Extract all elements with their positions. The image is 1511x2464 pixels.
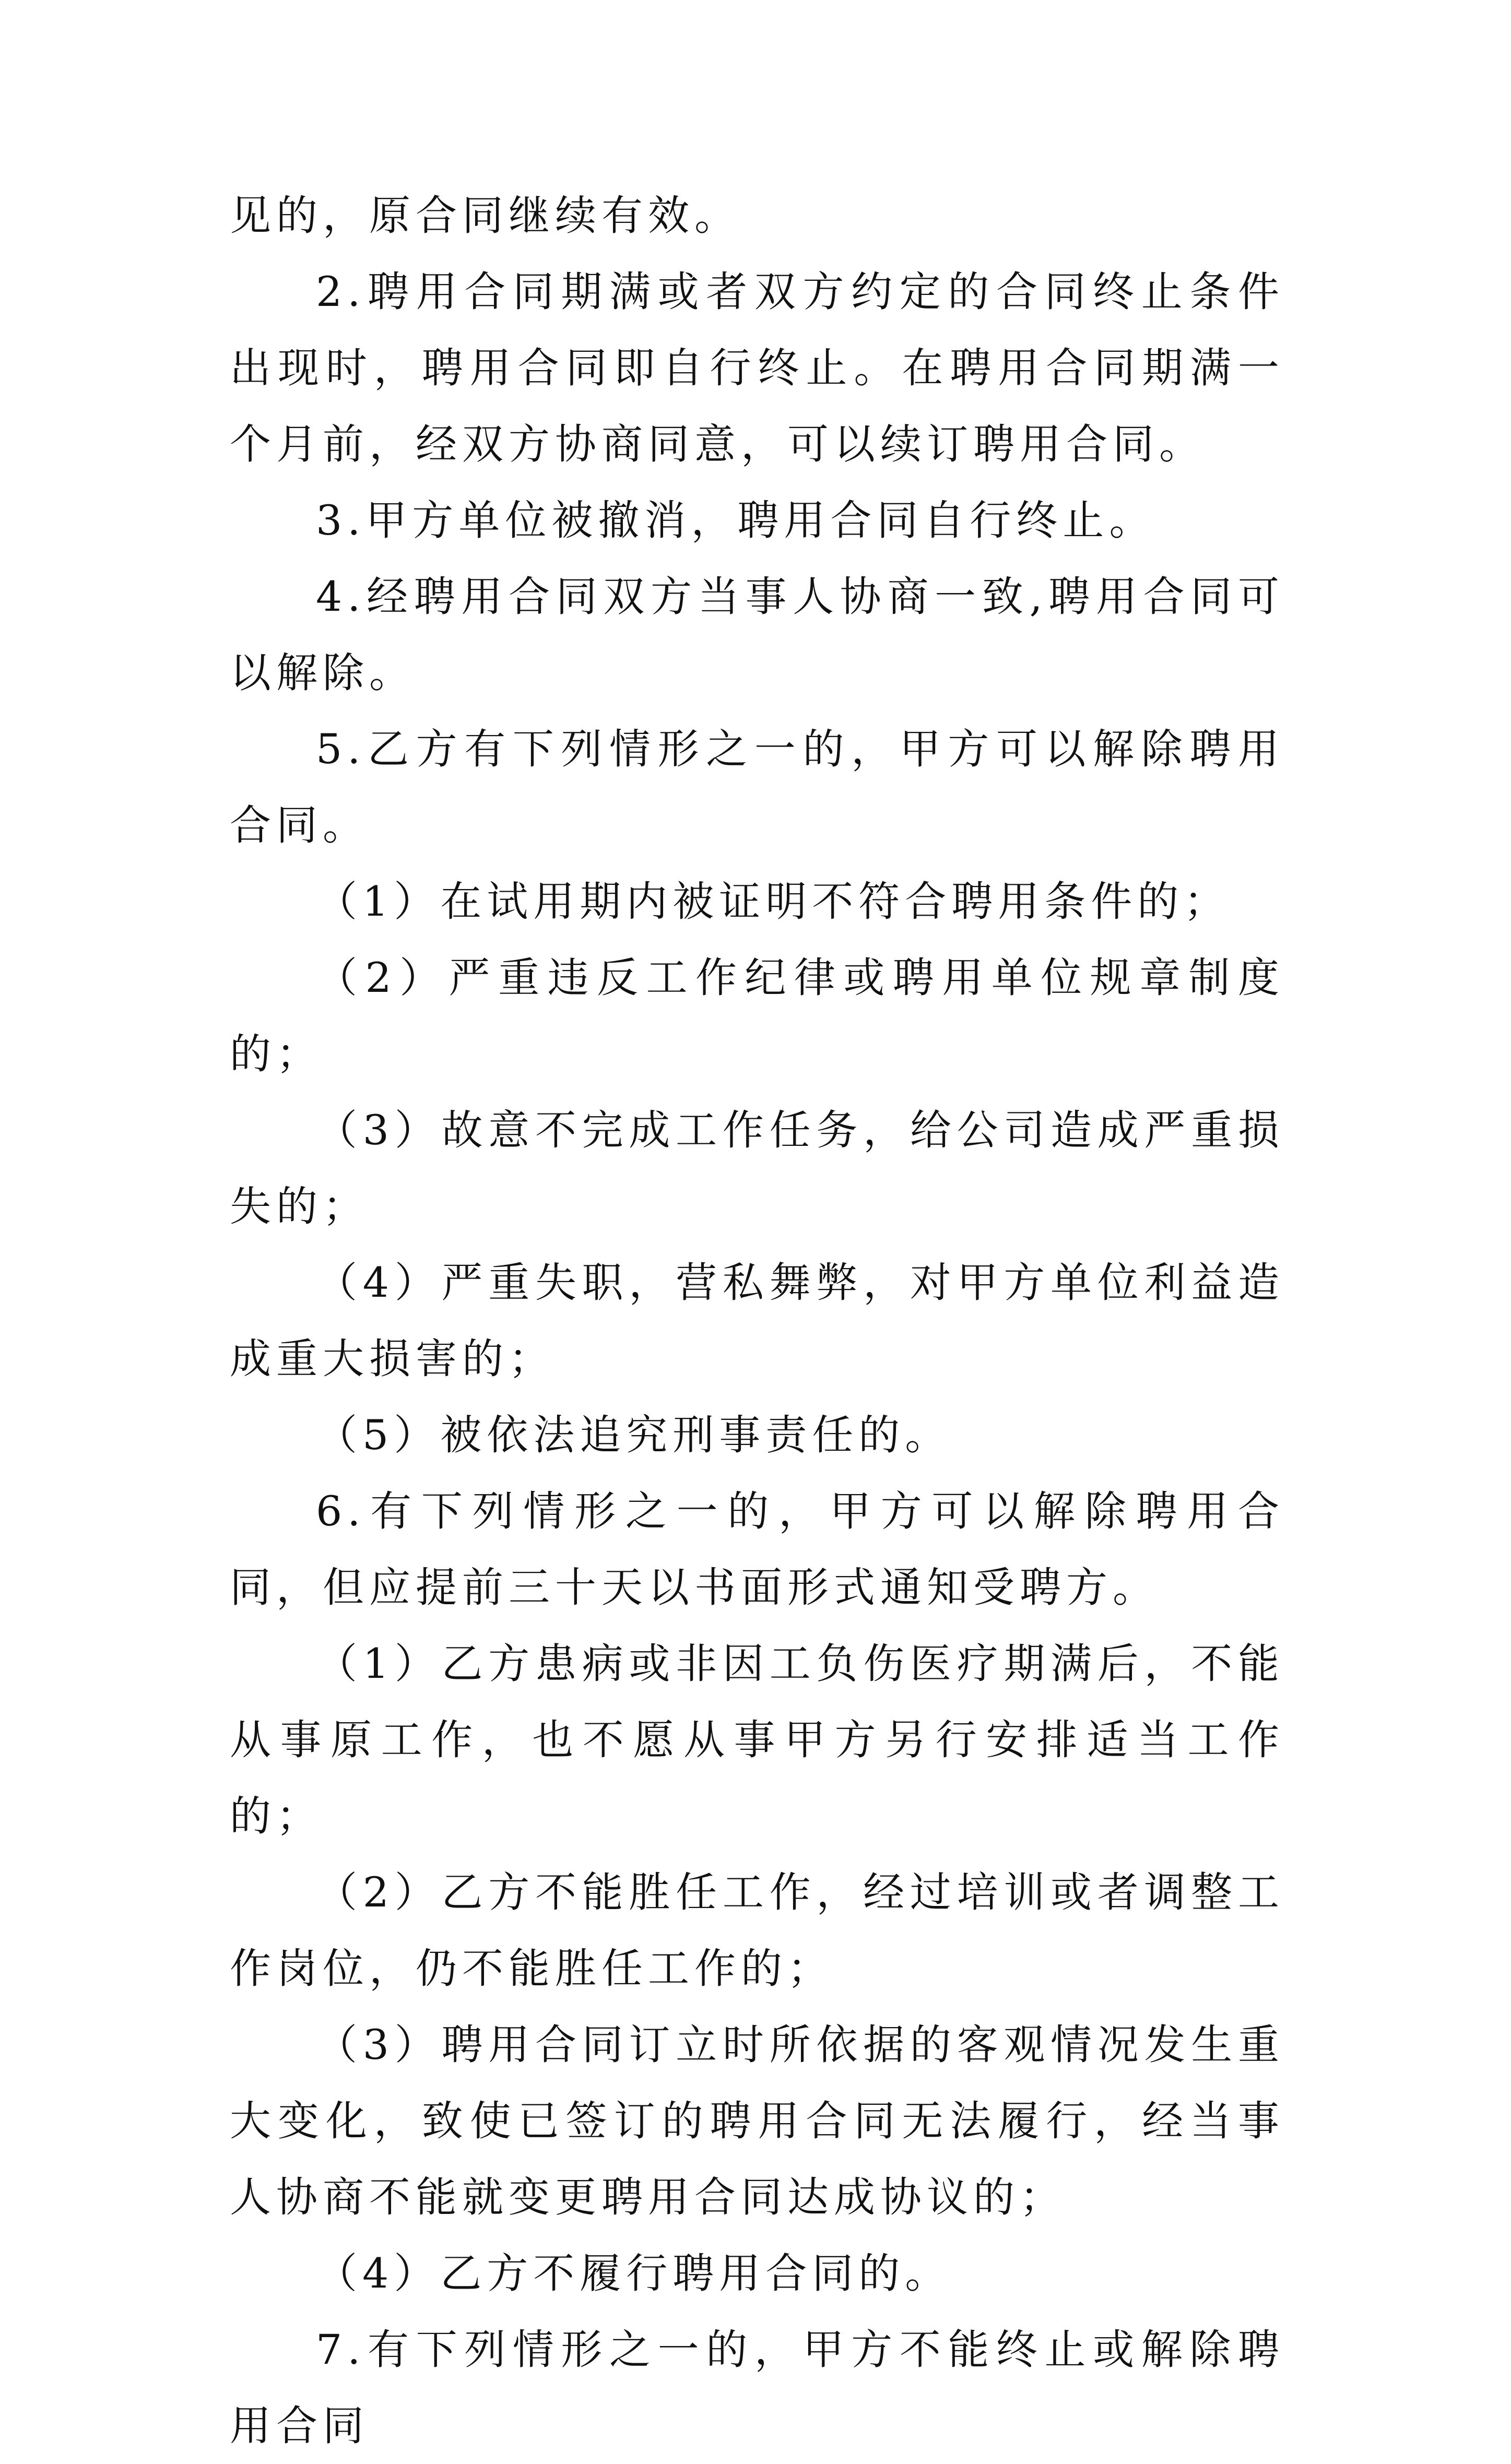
paragraph-clause-5-item-4: （4）严重失职，营私舞弊，对甲方单位利益造成重大损害的； [230, 1259, 1284, 1383]
paragraph-clause-5: 5.乙方有下列情形之一的，甲方可以解除聘用合同。 [230, 725, 1284, 849]
paragraph-clause-6-item-2: （2）乙方不能胜任工作，经过培训或者调整工作岗位，仍不能胜任工作的； [230, 1868, 1284, 1993]
paragraph-clause-3: 3.甲方单位被撤消，聘用合同自行终止。 [316, 496, 1156, 544]
paragraph-clause-4: 4.经聘用合同双方当事人协商一致,聘用合同可以解除。 [230, 573, 1284, 697]
paragraph-clause-6-item-3: （3）聘用合同订立时所依据的客观情况发生重大变化，致使已签订的聘用合同无法履行，经当事人协商不能就变更聘用合同达成协议的； [230, 2021, 1284, 2221]
paragraph-clause-5-item-2: （2）严重违反工作纪律或聘用单位规章制度的； [230, 954, 1284, 1078]
paragraph-clause-5-item-1: （1）在试用期内被证明不符合聘用条件的； [316, 878, 1231, 926]
paragraph-clause-6: 6.有下列情形之一的，甲方可以解除聘用合同，但应提前三十天以书面形式通知受聘方。 [230, 1487, 1284, 1612]
paragraph-clause-2: 2.聘用合同期满或者双方约定的合同终止条件出现时，聘用合同即自行终止。在聘用合同期满一个月前，经双方协商同意，可以续订聘用合同。 [230, 268, 1284, 468]
paragraph-clause-7: 7.有下列情形之一的，甲方不能终止或解除聘用合同 [230, 2326, 1284, 2450]
paragraph-clause-6-item-1: （1）乙方患病或非因工负伤医疗期满后，不能从事原工作，也不愿从事甲方另行安排适当工作的； [230, 1640, 1284, 1840]
document-body [230, 177, 1284, 2464]
paragraph-continuation: 见的，原合同继续有效。 [230, 192, 741, 240]
paragraph-clause-5-item-3: （3）故意不完成工作任务，给公司造成严重损失的； [230, 1106, 1284, 1230]
paragraph-clause-5-item-5: （5）被依法追究刑事责任的。 [316, 1411, 952, 1459]
paragraph-clause-6-item-4: （4）乙方不履行聘用合同的。 [316, 2249, 952, 2297]
